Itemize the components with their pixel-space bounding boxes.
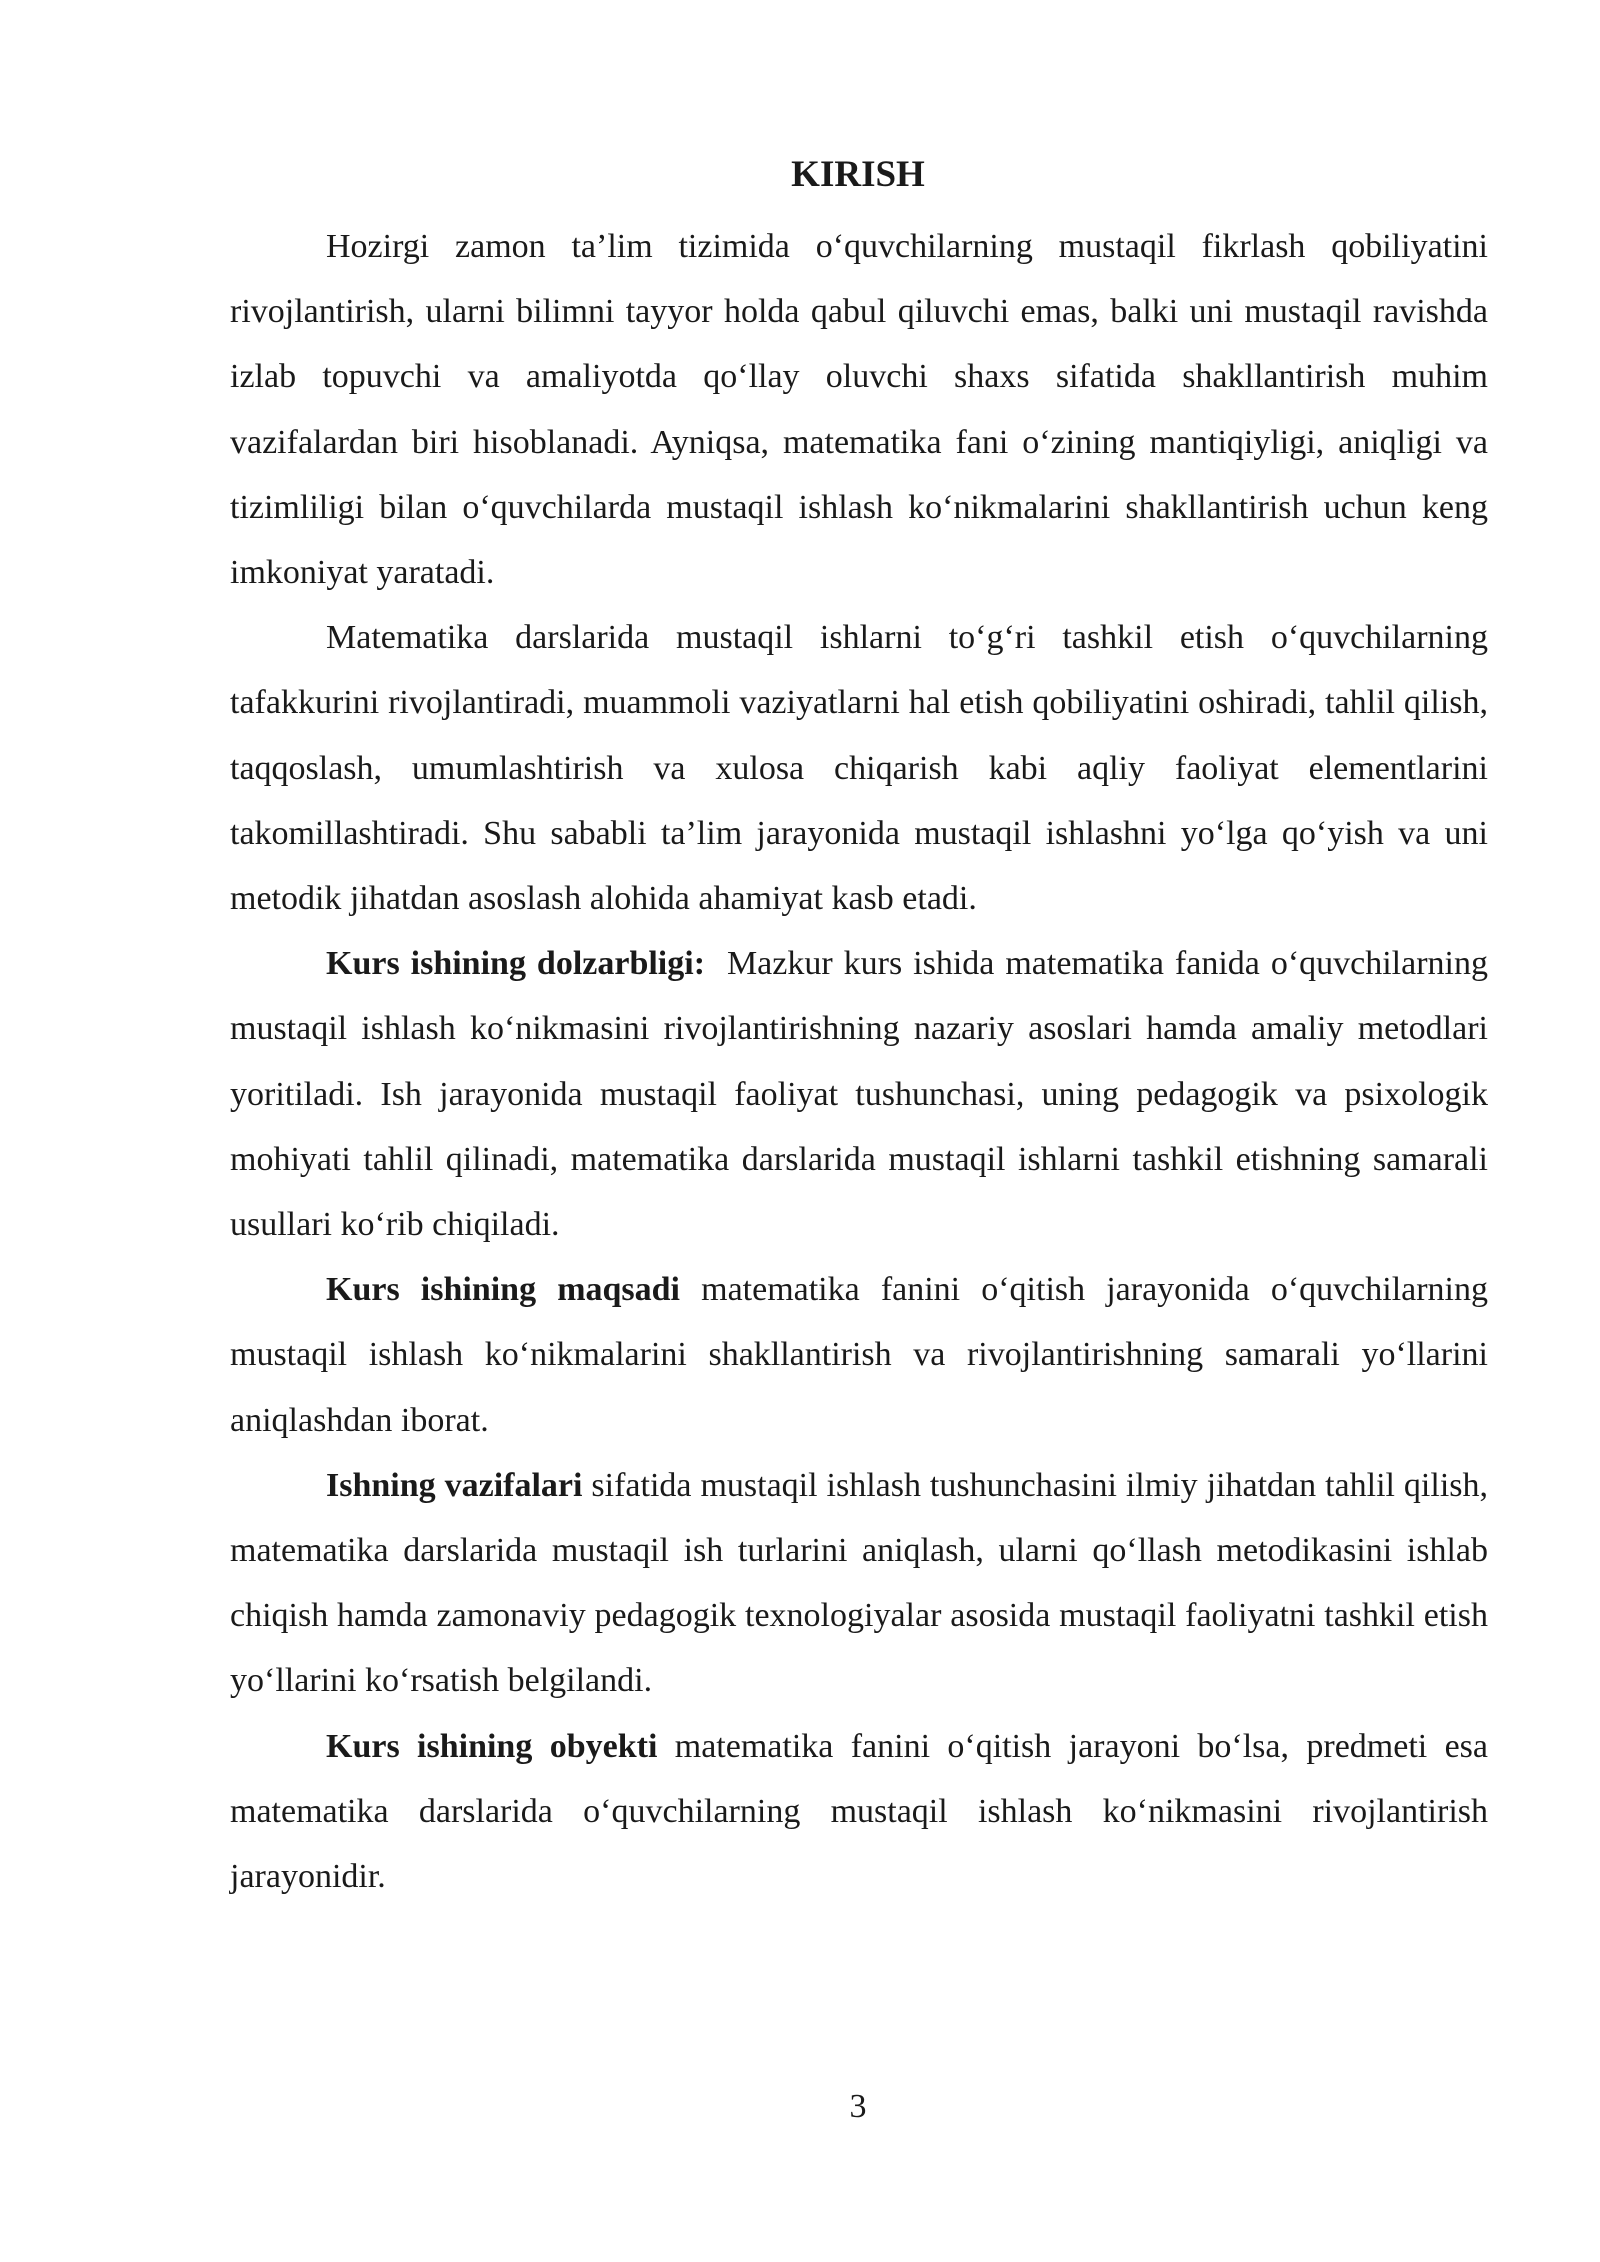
paragraph-tasks bbox=[230, 1453, 1488, 1714]
paragraph-text: Matematika darslarida mustaqil ishlarni to‘g‘ri tashkil etish o‘quvchilarning tafakkurini rivojlantiradi, muammoli vaziyatlarni hal etish qobiliyatini oshiradi, tahlil qilish, taqqoslash, umumlashtirish va xulosa chiqarish kabi aqliy faoliyat elementlarini takomillashtiradi. Shu sababli ta’lim jarayonida mustaqil ishlashni yo‘lga qo‘yish va uni metodik jihatdan asoslash alohida ahamiyat kasb etadi. bbox=[230, 619, 1488, 918]
paragraph-lead: Kurs ishining dolzarbligi: bbox=[326, 945, 706, 983]
paragraph-text: Hozirgi zamon ta’lim tizimida o‘quvchilarning mustaqil fikrlash qobiliyatini rivojlantirish, ularni bilimni tayyor holda qabul qiluvchi emas, balki uni mustaqil ravishda izlab topuvchi va amaliyotda qo‘llay oluvchi shaxs sifatida shakllantirish muhim vazifalardan biri hisoblanadi. Ayniqsa, matematika fani o‘zining mantiqiyligi, aniqligi va tizimliligi bilan o‘quvchilarda mustaqil ishlash ko‘nikmalarini shakllantirish uchun keng imkoniyat yaratadi. bbox=[230, 228, 1488, 592]
paragraph-goal bbox=[230, 1257, 1488, 1453]
paragraph-independent-work bbox=[230, 605, 1488, 931]
paragraph-lead: Kurs ishining maqsadi bbox=[326, 1271, 681, 1309]
paragraph-lead: Ishning vazifalari bbox=[326, 1466, 583, 1504]
body-text bbox=[230, 214, 1497, 1909]
paragraph-text: sifatida mustaqil ishlash tushunchasini ilmiy jihatdan tahlil qilish, matematika darslarida mustaqil ish turlarini aniqlash, ularni qo‘llash metodikasini ishlab chiqish hamda zamonaviy pedagogik texnologiyalar asosida mustaqil faoliyatni tashkil etish yo‘llarini ko‘rsatish belgilandi. bbox=[230, 1466, 1488, 1700]
paragraph-lead: Kurs ishining obyekti bbox=[326, 1727, 658, 1765]
paragraph-object bbox=[230, 1714, 1488, 1910]
paragraph-text: matematika fanini o‘qitish jarayoni bo‘lsa, predmeti esa matematika darslarida o‘quvchilarning mustaqil ishlash ko‘nikmasini rivojlantirish jarayonidir. bbox=[230, 1727, 1488, 1896]
paragraph-relevance bbox=[230, 931, 1497, 1257]
paragraph-text: Mazkur kurs ishida matematika fanida o‘quvchilarning mustaqil ishlash ko‘nikmasini rivojlantirishning nazariy asoslari hamda amaliy metodlari yoritiladi. Ish jarayonida mustaqil faoliyat tushunchasi, uning pedagogik va psixologik mohiyati tahlil qilinadi, matematika darslarida mustaqil ishlarni tashkil etishning samarali usullari ko‘rib chiqiladi. bbox=[230, 945, 1497, 1244]
page-title: KIRISH bbox=[791, 154, 925, 195]
paragraph-intro bbox=[230, 214, 1488, 605]
page-number: 3 bbox=[849, 2088, 867, 2125]
paragraph-text: matematika fanini o‘qitish jarayonida o‘quvchilarning mustaqil ishlash ko‘nikmalarini shakllantirish va rivojlantirishning samarali yo‘llarini aniqlashdan iborat. bbox=[230, 1271, 1488, 1439]
